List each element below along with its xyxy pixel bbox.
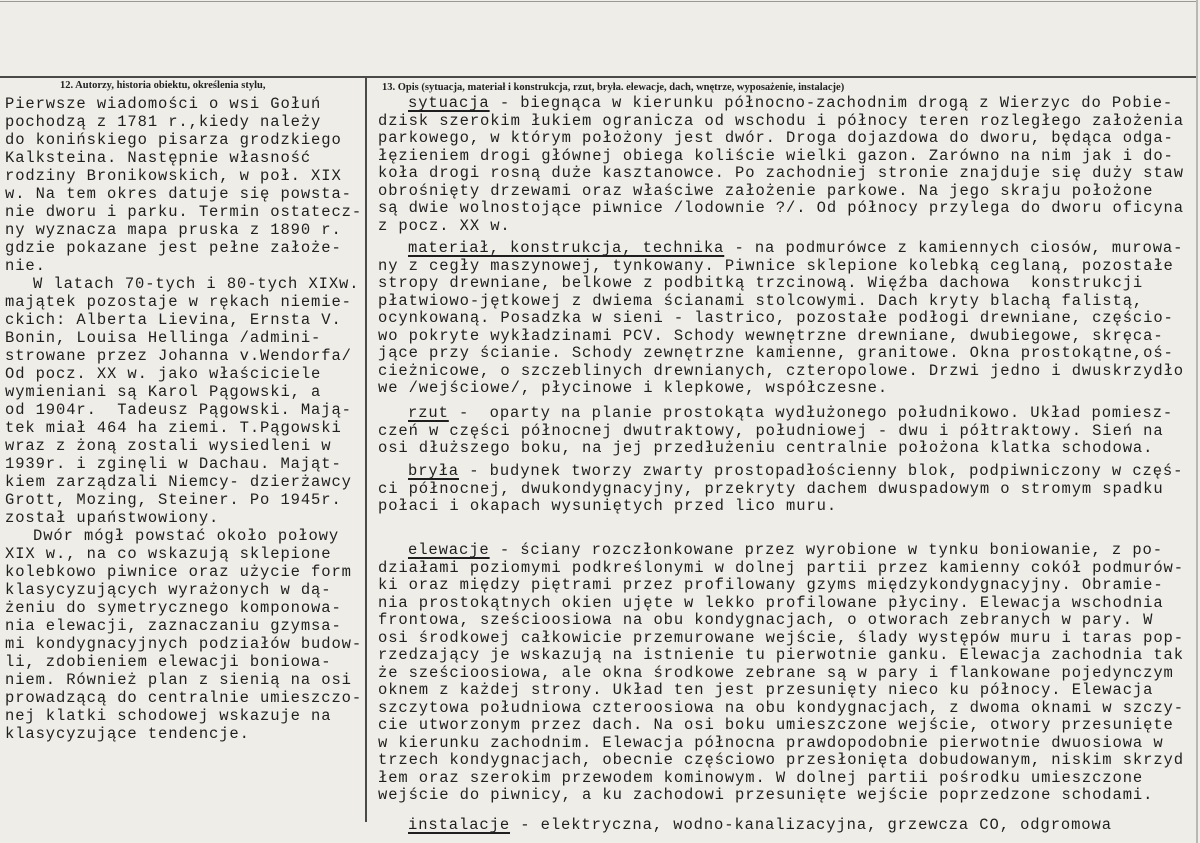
description-paragraph-5 xyxy=(378,817,1196,835)
section-13-header: 13. Opis (sytuacja, materiał i konstrukcja, rzut, bryła. elewacje, dach, wnętrze, wyposażenie, instalacje) xyxy=(382,82,845,93)
paragraph-lead-text: - ściany rozczłonkowane przez wyrobione w tynku boniowanie, z po- xyxy=(489,541,1163,559)
typed-line: Od pocz. XX w. jako właściciele xyxy=(5,365,322,383)
typed-line: ny z cegły maszynowej, tynkowany. Piwnice sklepione kolebką ceglaną, pozostałe xyxy=(378,256,1174,275)
typed-line: rzedzający je wskazują na istnienie tu pierwotnie ganku. Elewacja zachodnia tak xyxy=(378,646,1184,664)
typed-line: obrośnięty drzewami oraz właściwe założenie parkowe. Na jego skraju położone xyxy=(378,181,1154,200)
description-paragraph-4 xyxy=(378,542,1196,805)
header-rule xyxy=(0,76,1196,78)
paragraph-lead-text: - oparty na planie prostokąta wydłużonego południkowo. Układ pomiesz- xyxy=(448,404,1174,422)
typed-line: został upaństwowiony. xyxy=(5,509,220,527)
typed-line: ki oraz między piętrami przez profilowany gzyms międzykondygnacyjny. Obramie- xyxy=(378,576,1164,594)
typed-line: XIX w., na co wskazują sklepione xyxy=(5,545,332,563)
section-12-text xyxy=(5,95,385,743)
typed-line: rodziny Bronikowskich, w poł. XIX xyxy=(5,167,342,185)
typed-line: mi kondygnacyjnych podziałów budow- xyxy=(5,635,363,653)
description-paragraph-3 xyxy=(378,463,1196,516)
typed-line xyxy=(378,240,1196,258)
top-edge-rule xyxy=(0,1,1196,2)
typed-line: jące przy ścianie. Schody zewnętrzne kamienne, granitowe. Okna prostokątne,oś- xyxy=(378,344,1174,362)
typed-line: osi dłuższego boku, na jej przedłużeniu centralnie położona klatka schodowa. xyxy=(378,439,1154,457)
typed-line: klasycyzujących wyrażonych w dą- xyxy=(5,581,332,599)
typed-line: działami poziomymi podkreślonymi w dolnej partii przez kamienny cokół podmurów- xyxy=(378,558,1184,577)
typed-line: li, zdobieniem elewacji boniowa- xyxy=(5,653,332,671)
typed-line: szczytowa południowa czteroosiowa na obu kondygnacjach, z dwoma oknami w szczy- xyxy=(378,698,1184,717)
typed-line: w. Na tem okres datuje się powsta- xyxy=(5,185,352,203)
typed-line: ci północnej, dwukondygnacyjny, przekryty dachem dwuspadowym o stromym spadku xyxy=(378,479,1164,498)
typed-line: z pocz. XX w. xyxy=(378,216,511,235)
typed-line: żeniu do symetrycznego komponowa- xyxy=(5,599,342,617)
typed-line: tek miał 464 ha ziemi. T.Pągowski xyxy=(5,419,342,437)
typed-line: łem oraz szerokim przewodem kominowym. W dolnej partii pośrodku umieszczone xyxy=(378,768,1144,787)
typed-line: oknem z każdej strony. Układ ten jest przesunięty nieco ku północy. Elewacja xyxy=(378,681,1154,699)
description-paragraph-1 xyxy=(378,240,1196,398)
description-paragraph-2 xyxy=(378,405,1196,458)
typed-line: pochodzą z 1781 r.,kiedy należy xyxy=(5,113,322,131)
typed-line: są dwie wolnostojące piwnice /lodownie ?/. Od północy przylega do dworu oficyna xyxy=(378,199,1184,217)
typed-line: gdzie pokazane jest pełne założe- xyxy=(5,239,342,257)
typed-line: w kierunku zachodnim. Elewacja północna prawdopodobnie pierwotnie dwuosiowa w xyxy=(378,733,1164,752)
typed-line: wejście do piwnicy, a ku zachodowi przesunięte wejście poprzedzone schodami. xyxy=(378,786,1154,804)
typed-line: cie utworzonym przez dach. Na osi boku umieszczone wejście, otwory przesunięte xyxy=(378,716,1174,734)
typed-line: kiem zarządzali Niemcy- dzierżawcy xyxy=(5,473,352,491)
typed-line: od 1904r. Tadeusz Pągowski. Mają- xyxy=(5,401,352,419)
typed-line: że sześcioosiowa, ale okna środkowe zebrane są w pary i flankowane pojedynczym xyxy=(378,663,1174,682)
typed-line xyxy=(378,95,1196,113)
paragraph-heading: bryła xyxy=(408,462,460,480)
typed-line xyxy=(378,542,1196,560)
typed-line xyxy=(378,817,1196,835)
typed-line: W latach 70-tych i 80-tych XIXw. xyxy=(33,275,360,293)
typed-line: połaci i okapach wysuniętych przed lico muru. xyxy=(378,497,838,515)
typed-line: stropy drewniane, belkowe z podbitką trzcinową. Więźba dachowa konstrukcji xyxy=(378,274,1144,292)
typed-line: niem. Również plan z sienią na osi xyxy=(5,671,352,689)
typed-line: czeń w części północnej dwutraktowy, południowej - dwu i półtraktowy. Sień na xyxy=(378,421,1164,440)
typed-line: nej klatki schodowej wskazuje na xyxy=(5,707,332,725)
typed-line: nie dworu i parku. Termin ostatecz- xyxy=(5,203,363,221)
section-12-header: 12. Autorzy, historia obiektu, określenia stylu, xyxy=(60,80,266,91)
paragraph-lead-text: - na podmurówce z kamiennych ciosów, murowa- xyxy=(724,239,1184,257)
paragraph-lead-text: - budynek tworzy zwarty prostopadłościenny blok, podpiwniczony w częś- xyxy=(459,462,1184,480)
typed-line xyxy=(378,405,1196,423)
typed-line: osi środkowej całkowicie przemurowane wejście, ślady występów muru i taras pop- xyxy=(378,628,1184,647)
typed-line: trzech kondygnacjach, obecnie częściowo przesłonięta dobudowanym, niskim skrzyd xyxy=(378,751,1184,769)
typed-line: wraz z żoną zostali wysiedleni w xyxy=(5,437,332,455)
description-paragraph-0 xyxy=(378,95,1196,235)
paragraph-lead-text: - biegnąca w kierunku północno-zachodnim drogą z Wierzyc do Pobie- xyxy=(489,94,1174,112)
typed-line: strowane przez Johanna v.Wendorfa/ xyxy=(5,347,352,365)
typed-line: cieżnicowe, o szczeblinych drewnianych, czteropolowe. Drzwi jedno i dwuskrzydło xyxy=(378,361,1184,380)
paragraph-heading: elewacje xyxy=(408,541,490,559)
typed-line xyxy=(378,463,1196,481)
right-edge-rule xyxy=(1196,0,1198,843)
typed-line: Pierwsze wiadomości o wsi Gołuń xyxy=(5,95,322,113)
paragraph-heading: sytuacja xyxy=(408,94,490,112)
typed-line: parkowego, w którym położony jest dwór. Droga dojazdowa do dworu, będąca odga- xyxy=(378,129,1174,147)
typed-line: dzisk szerokim łukiem ogranicza od wschodu i północy teren rozległego założenia xyxy=(378,111,1184,130)
paragraph-heading: materiał, konstrukcja, technika xyxy=(408,239,725,257)
typed-line: ocynkowaną. Posadzka w sieni - lastrico, pozostałe podłogi drewniane, częścio- xyxy=(378,309,1174,327)
typed-line: Kalksteina. Następnie własność xyxy=(5,149,312,167)
paragraph-lead-text: - elektryczna, wodno-kanalizacyjna, grzewcza CO, odgromowa xyxy=(510,816,1112,834)
typed-line: nia elewacji, zaznaczaniu gzymsa- xyxy=(5,617,342,635)
typed-line: nie. xyxy=(5,257,46,275)
typed-line: frontowa, sześcioosiowa na obu kondygnacjach, o otworach zebranych w pary. W xyxy=(378,611,1154,629)
paragraph-heading: rzut xyxy=(408,404,449,422)
history-paragraph xyxy=(5,95,385,275)
history-paragraph xyxy=(5,527,385,743)
typed-line: majątek pozostaje w rękach niemie- xyxy=(5,293,352,311)
typed-line: nia prostokątnych okien ujęte w lekko profilowane płyciny. Elewacja wschodnia xyxy=(378,593,1164,612)
typed-line: prowadzącą do centralnie umieszczo- xyxy=(5,689,363,707)
paragraph-heading: instalacje xyxy=(408,816,511,834)
typed-line: klasycyzujące tendencje. xyxy=(5,725,250,743)
typed-line: wymieniani są Karol Pągowski, a xyxy=(5,383,322,401)
typed-line: do konińskiego pisarza grodzkiego xyxy=(5,131,342,149)
typed-line: Grott, Mozing, Steiner. Po 1945r. xyxy=(5,491,342,509)
history-paragraph xyxy=(5,275,385,527)
typed-line: 1939r. i zginęli w Dachau. Mająt- xyxy=(5,455,342,473)
typed-line: Bonin, Louisa Hellinga /admini- xyxy=(5,329,322,347)
typed-line: wo pokryte wykładzinami PCV. Schody wewnętrzne drewniane, dwubiegowe, skręca- xyxy=(378,326,1164,345)
typed-line: łęzieniem drogi głównej obiega koliście wielki gazon. Zarówno na nim jak i do- xyxy=(378,146,1174,165)
typed-line: ny wyznacza mapa pruska z 1890 r. xyxy=(5,221,342,239)
typed-line: kolebkowo piwnice oraz użycie form xyxy=(5,563,352,581)
typed-line: koła drogi rosną duże kasztanowce. Po zachodniej stronie znajduje się duży staw xyxy=(378,164,1184,182)
typed-line: we /wejściowe/, płycinowe i klepkowe, współczesne. xyxy=(378,379,889,397)
typed-line: Dwór mógł powstać około połowy xyxy=(33,527,340,545)
typed-line: ckich: Alberta Lievina, Ernsta V. xyxy=(5,311,342,329)
typed-line: płatwiowo-jętkowej z dwiema ścianami stolcowymi. Dach kryty blachą falistą, xyxy=(378,291,1144,310)
